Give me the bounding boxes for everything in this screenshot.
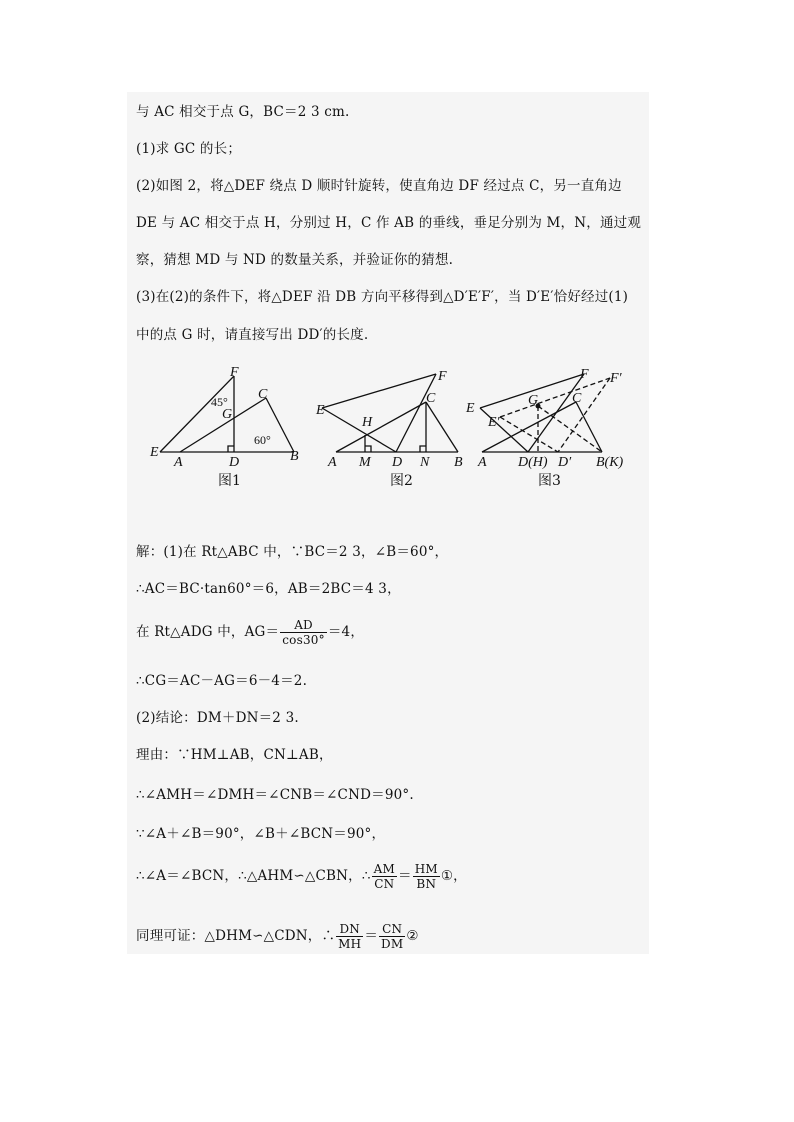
fig2-label-e: E	[316, 403, 325, 418]
fraction-cn-dm: $\frac{CN}{DM}$	[381, 922, 404, 951]
problem-line-4: DE 与 AC 相交于点 H，分别过 H，C 作 AB 的垂线，垂足分别为 M，N，通过观	[136, 215, 642, 231]
problem-line-6: (3)在(2)的条件下，将△DEF 沿 DB 方向平移得到△D′E′F′，当 D′E′恰好经过(1)	[136, 289, 629, 305]
solution-line-7: ∴∠AMH＝∠DMH＝∠CNB＝∠CND＝90°.	[136, 787, 414, 803]
figure-2-caption: 图2	[390, 473, 413, 489]
fig3-label-f: F	[580, 367, 589, 382]
fig2-label-h: H	[362, 415, 373, 430]
solution-line-1: 解：(1)在 Rt△ABC 中，∵BC＝2 3，∠B＝60°，	[136, 544, 449, 560]
figure-3-diagram	[480, 374, 610, 452]
solution-line-3-tail: ＝4，	[327, 624, 365, 640]
solution-line-10-text: 同理可证：△DHM∽△CDN，∴	[136, 928, 336, 944]
fig3-label-e-prime: E′	[488, 415, 500, 430]
figure-3-caption: 图3	[538, 473, 561, 489]
solution-line-9: ∴∠A＝∠BCN，∴△AHM∽△CBN，∴ $\frac{AM}{CN}$ ＝ $\frac{HM}{BN}$ ①，	[136, 862, 467, 891]
solution-line-4: ∴CG＝AC－AG＝6－4＝2.	[136, 673, 308, 689]
solution-line-3-text: 在 Rt△ADG 中，AG＝	[136, 624, 280, 640]
fig2-label-b: B	[454, 455, 463, 470]
fig2-label-m: M	[359, 455, 371, 470]
fig3-label-f-prime: F′	[610, 371, 622, 386]
fig1-label-f: F	[230, 365, 239, 380]
fig2-label-f: F	[438, 369, 447, 384]
fig2-label-a: A	[328, 455, 337, 470]
fig1-label-45: 45°	[211, 395, 228, 409]
fraction-hm-bn: $\frac{HM}{BN}$	[414, 862, 438, 891]
solution-line-5: (2)结论：DM＋DN＝2 3.	[136, 710, 299, 726]
fig1-label-b: B	[290, 449, 299, 464]
fig1-label-g: G	[222, 407, 233, 422]
figure-2-diagram	[322, 374, 458, 452]
fig3-label-g: G	[528, 393, 539, 408]
fig2-label-d: D	[392, 455, 403, 470]
problem-line-5: 察，猜想 MD 与 ND 的数量关系，并验证你的猜想.	[136, 252, 454, 268]
solution-line-2: ∴AC＝BC·tan60°＝6，AB＝2BC＝4 3，	[136, 581, 401, 597]
solution-line-3	[136, 618, 364, 647]
figure-1-caption: 图1	[218, 473, 241, 489]
fig3-label-d-h: D(H)	[518, 455, 548, 470]
fig1-label-a: A	[174, 455, 183, 470]
fraction-ad-cos30: $\frac{AD}{\cos 30^\circ}$	[282, 618, 325, 647]
fig3-label-e: E	[466, 401, 475, 416]
fig3-label-c: C	[572, 391, 582, 406]
fig3-label-a: A	[478, 455, 487, 470]
problem-line-2: (1)求 GC 的长；	[136, 141, 242, 157]
fig3-label-d-prime: D′	[558, 455, 572, 470]
fig2-label-n: N	[420, 455, 430, 470]
problem-line-7: 中的点 G 时，请直接写出 DD′的长度.	[136, 327, 369, 343]
fraction-dn-mh: $\frac{DN}{MH}$	[338, 922, 362, 951]
solution-line-6: 理由：∵HM⊥AB，CN⊥AB，	[136, 747, 333, 763]
fig1-label-e: E	[150, 445, 159, 460]
figures-row	[140, 362, 640, 492]
fig1-label-60: 60°	[254, 433, 271, 447]
problem-line-1: 与 AC 相交于点 G，BC＝2 3 cm.	[136, 104, 350, 120]
solution-line-8: ∵∠A＋∠B＝90°，∠B＋∠BCN＝90°，	[136, 826, 386, 842]
fraction-am-cn: $\frac{AM}{CN}$	[373, 862, 395, 891]
solution-line-9-text: ∴∠A＝∠BCN，∴△AHM∽△CBN，∴	[136, 868, 371, 884]
problem-line-3: (2)如图 2，将△DEF 绕点 D 顺时针旋转，使直角边 DF 经过点 C，另一直角边	[136, 178, 622, 194]
fig1-label-d: D	[229, 455, 240, 470]
solution-line-10: 同理可证：△DHM∽△CDN，∴ $\frac{DN}{MH}$ ＝ $\frac{CN}{DM}$ ②	[136, 922, 419, 951]
fig3-label-b-k: B(K)	[596, 455, 624, 470]
fig1-label-c: C	[258, 387, 268, 402]
fig2-label-c: C	[426, 391, 436, 406]
